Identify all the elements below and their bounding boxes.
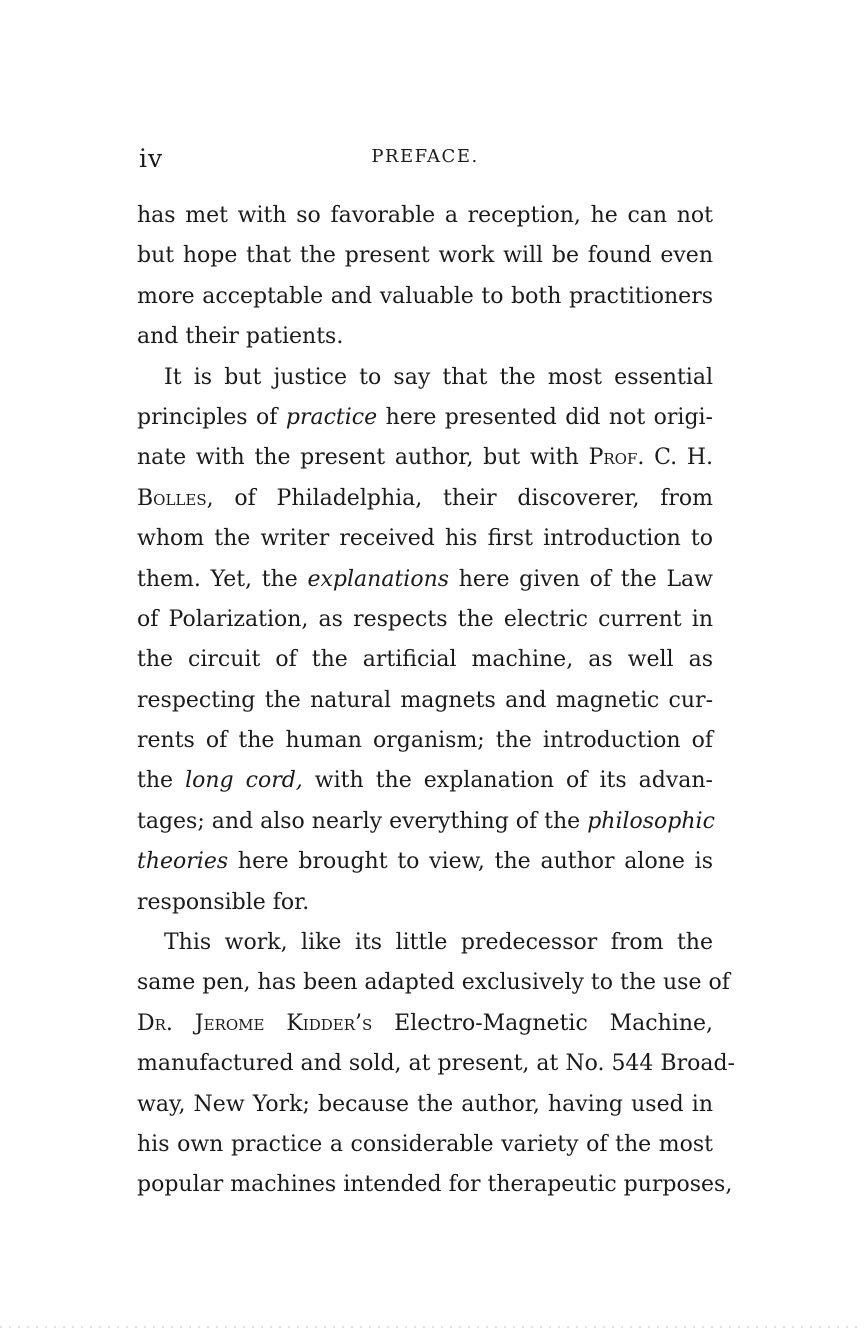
- italic-text: practice: [285, 404, 378, 430]
- text-line: [137, 721, 713, 761]
- paragraph: [137, 923, 735, 1206]
- text-segment: It is but justice to say that the most essential: [164, 364, 713, 390]
- text-line: [137, 923, 713, 963]
- small-caps-text: Dr. Jerome Kidder’s: [137, 1010, 373, 1036]
- text-line: [137, 681, 713, 721]
- text-line: [137, 1044, 735, 1084]
- text-segment: This work, like its little predecessor from the: [164, 930, 713, 956]
- text-segment: rents of the human organism; the introduction of: [137, 728, 713, 754]
- text-segment: responsible for.: [137, 889, 310, 915]
- italic-text: explanations: [307, 566, 450, 592]
- text-segment: respecting the natural magnets and magnetic cur-: [137, 687, 713, 713]
- text-line: [137, 842, 713, 882]
- text-segment: but hope that the present work will be found even: [137, 243, 713, 269]
- text-segment: here presented did not origi-: [377, 404, 713, 430]
- text-segment: , of Philadelphia, their discoverer, from: [206, 485, 713, 511]
- text-segment: way, New York; because the author, having used in: [137, 1091, 713, 1117]
- text-segment: Electro-Magnetic Machine,: [372, 1010, 713, 1036]
- text-line: [137, 963, 730, 1003]
- text-segment: his own practice a considerable variety of the most: [137, 1131, 713, 1157]
- text-segment: manufactured and sold, at present, at No. 544 Broad-: [137, 1051, 735, 1077]
- text-line: [137, 479, 713, 519]
- text-line: [137, 317, 713, 357]
- small-caps-text: Prof. C. H.: [588, 445, 713, 471]
- text-segment: here given of the Law: [449, 566, 713, 592]
- text-segment: tages; and also nearly everything of the: [137, 808, 588, 834]
- text-line: [137, 1165, 733, 1205]
- text-line: [137, 1125, 713, 1165]
- italic-text: long cord,: [185, 768, 303, 794]
- text-line: [137, 1085, 713, 1125]
- text-line: [137, 358, 713, 398]
- text-segment: nate with the present author, but with: [137, 445, 589, 471]
- scan-artifact-specks: [0, 1326, 864, 1328]
- running-title: PREFACE.: [371, 146, 479, 167]
- text-segment: popular machines intended for therapeutic purposes,: [137, 1172, 733, 1198]
- text-line: [137, 277, 713, 317]
- paragraph: [137, 358, 713, 923]
- text-segment: and their patients.: [137, 324, 344, 350]
- text-line: [137, 761, 713, 801]
- text-segment: has met with so favorable a reception, he can not: [137, 203, 713, 228]
- text-line: [137, 600, 713, 640]
- text-segment: principles of: [137, 404, 286, 430]
- text-line: [137, 640, 713, 680]
- text-segment: with the explanation of its advan-: [302, 768, 713, 794]
- italic-text: theories: [137, 849, 229, 875]
- body-text: [137, 196, 735, 1206]
- paragraph: [137, 196, 713, 358]
- text-segment: of Polarization, as respects the electric current in: [137, 606, 713, 632]
- text-line: [137, 196, 713, 236]
- text-segment: here brought to view, the author alone is: [228, 849, 713, 875]
- small-caps-text: Bolles: [137, 485, 207, 511]
- text-line: [137, 438, 713, 478]
- text-line: [137, 1004, 713, 1044]
- text-segment: the circuit of the artificial machine, as well as: [137, 647, 713, 673]
- text-line: [137, 560, 713, 600]
- text-line: [137, 519, 713, 559]
- page-header: [137, 144, 713, 174]
- text-line: [137, 883, 713, 923]
- text-line: [137, 802, 713, 842]
- text-segment: same pen, has been adapted exclusively to the use of: [137, 970, 730, 996]
- text-segment: the: [137, 768, 186, 794]
- text-line: [137, 236, 713, 276]
- text-segment: whom the writer received his first introduction to: [137, 526, 713, 552]
- text-segment: them. Yet, the: [137, 566, 308, 592]
- text-line: [137, 398, 713, 438]
- italic-text: philosophic: [587, 808, 715, 834]
- text-segment: more acceptable and valuable to both practitioners: [137, 283, 713, 309]
- page-number: iv: [139, 144, 164, 173]
